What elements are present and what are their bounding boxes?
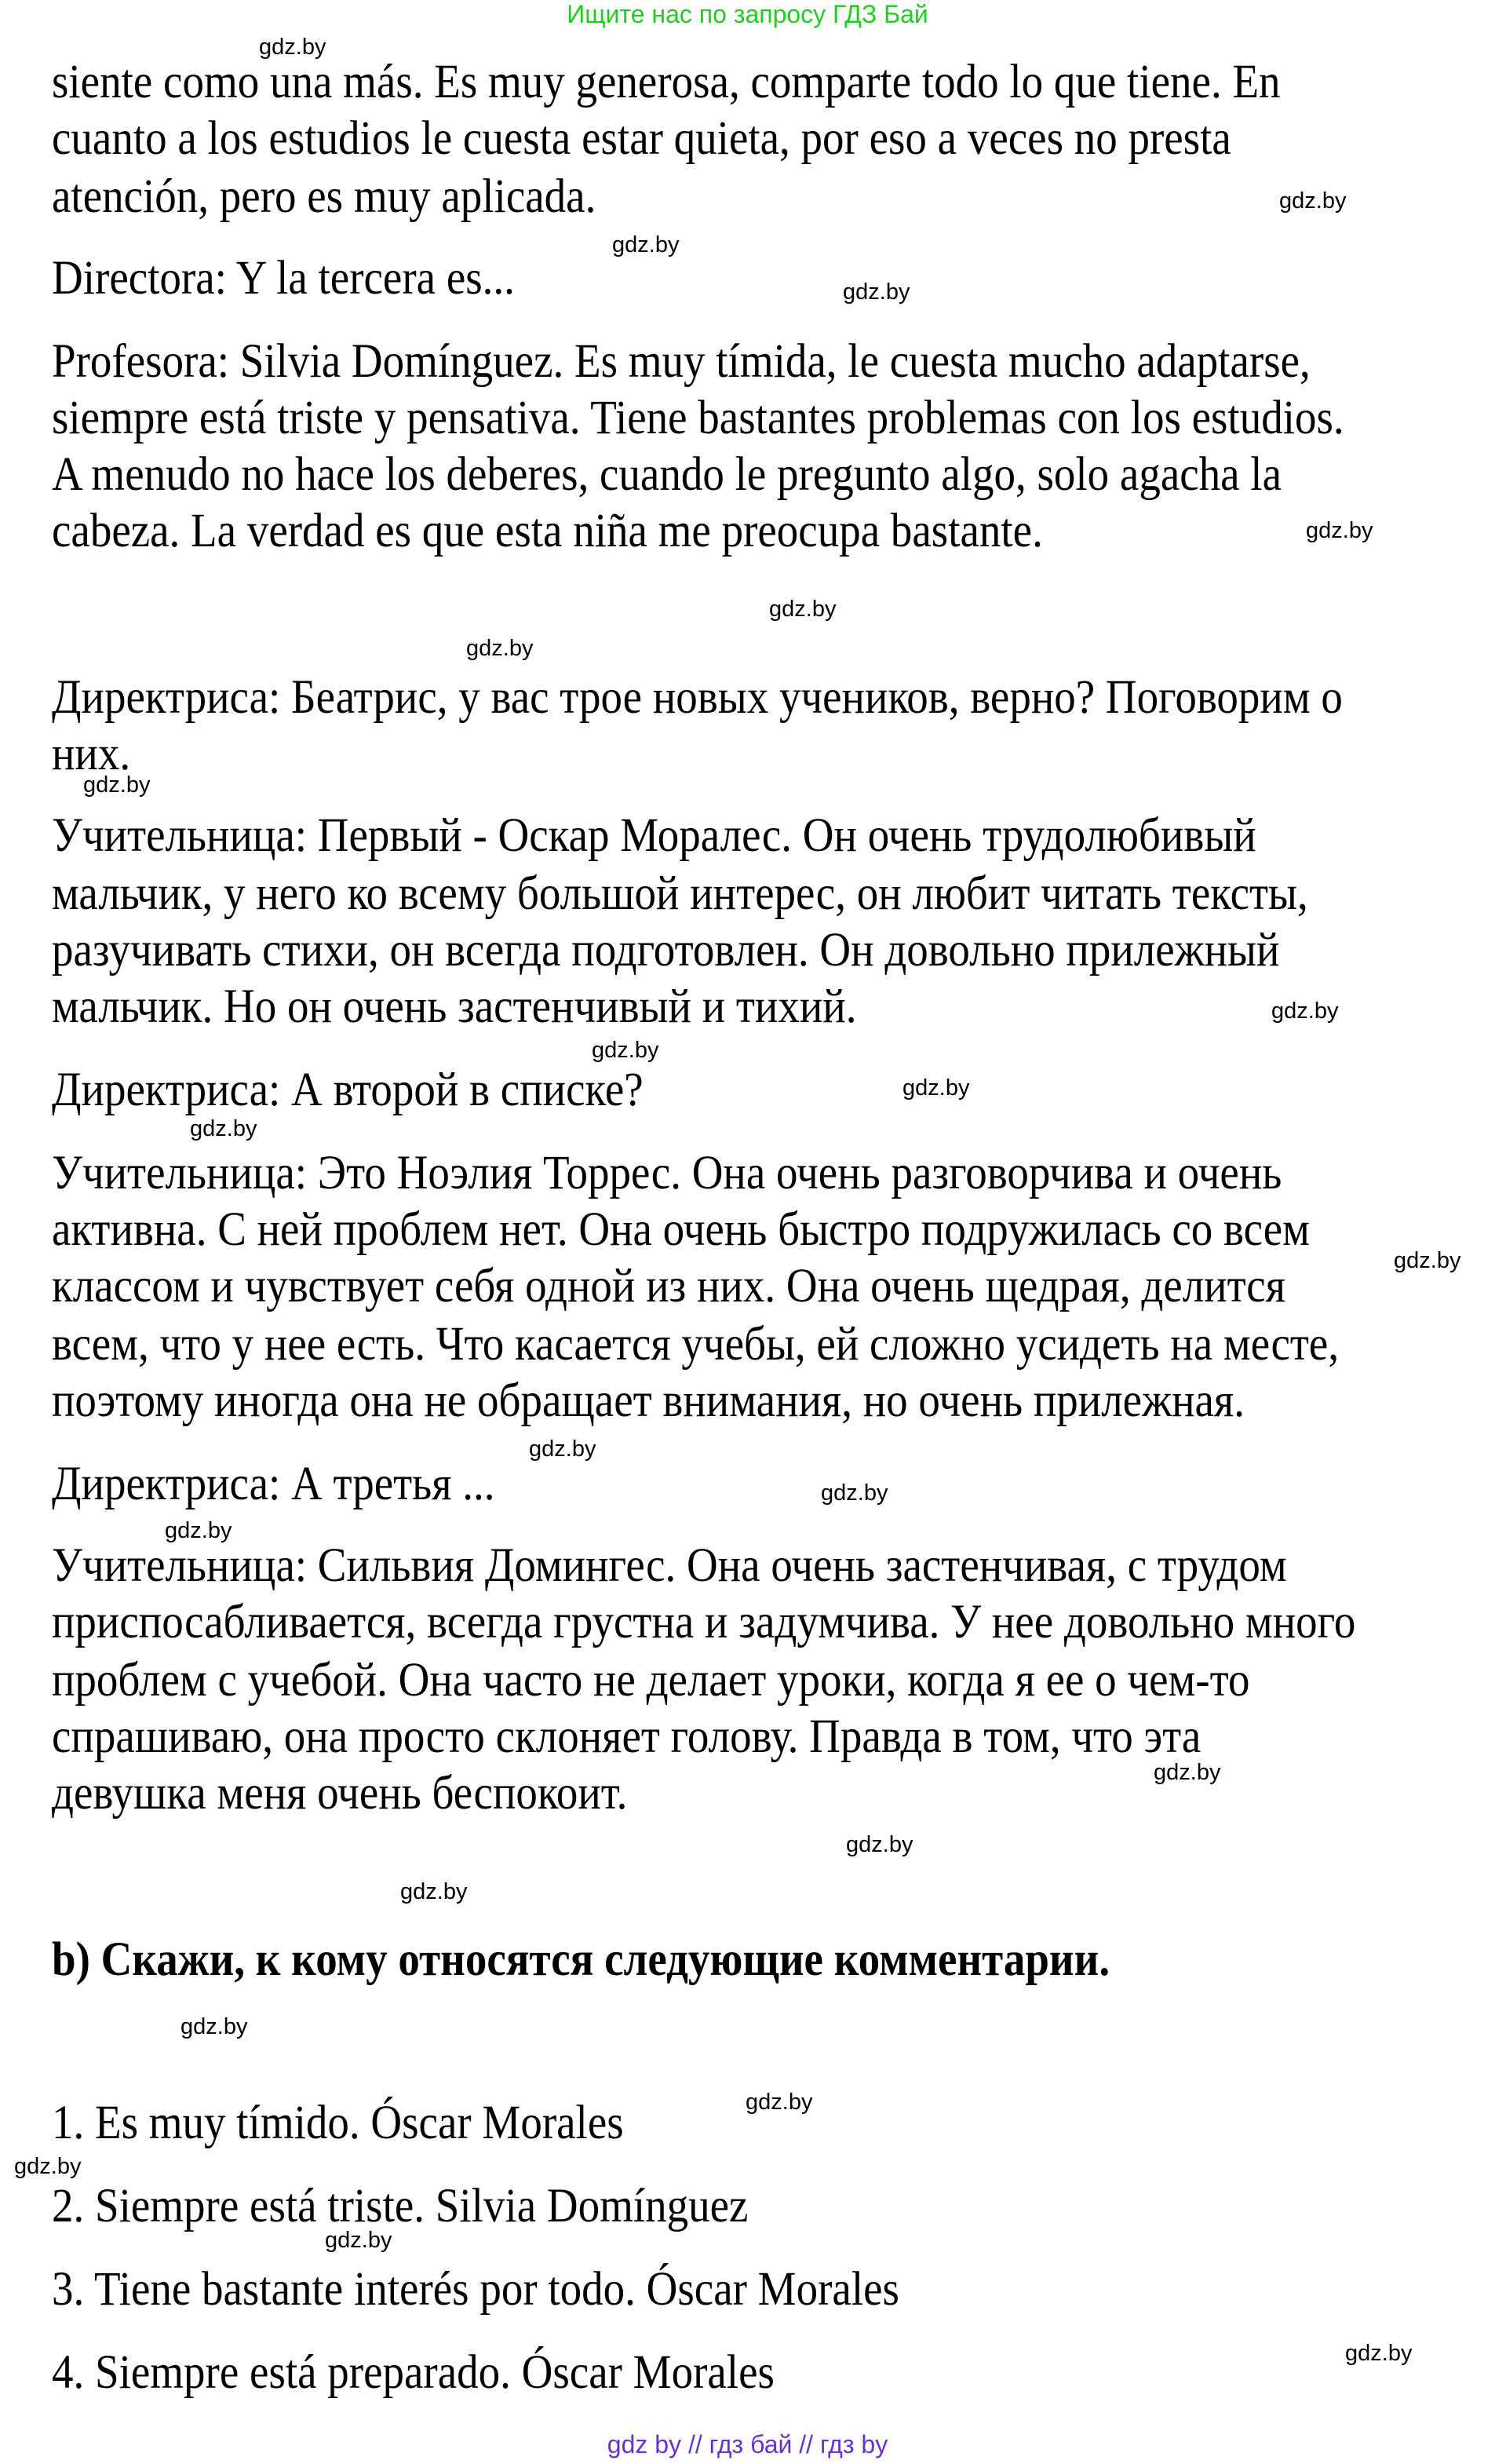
watermark-label: gdz.by [1306, 518, 1373, 543]
dialogue-line: Profesora: Silvia Domínguez. Es muy tímida, le cuesta mucho adaptarse, [52, 334, 1311, 388]
answer-item: 2. Siempre está triste. Silvia Domínguez [52, 2178, 749, 2232]
dialogue-line: siempre está triste y pensativa. Tiene bastantes problemas con los estudios. [52, 390, 1344, 444]
dialogue-line: Директриса: Беатрис, у вас трое новых учеников, верно? Поговорим о [52, 670, 1343, 724]
dialogue-line: Учительница: Это Ноэлия Торрес. Она очень разговорчива и очень [52, 1145, 1282, 1199]
watermark-label: gdz.by [902, 1075, 970, 1101]
watermark-label: gdz.by [1271, 998, 1339, 1024]
watermark-label: gdz.by [259, 35, 326, 60]
dialogue-line: классом и чувствует себя одной из них. Она очень щедрая, делится [52, 1258, 1286, 1312]
dialogue-line: cuanto a los estudios le cuesta estar quieta, por eso a veces no presta [52, 111, 1231, 165]
site-search-banner[interactable]: Ищите нас по запросу ГДЗ Бай [567, 0, 928, 28]
watermark-label: gdz.by [846, 1832, 913, 1857]
watermark-label: gdz.by [165, 1518, 232, 1543]
watermark-label: gdz.by [1154, 1760, 1221, 1785]
watermark-label: gdz.by [746, 2090, 813, 2115]
answer-item: 3. Tiene bastante interés por todo. Óscar Morales [52, 2261, 899, 2316]
watermark-label: gdz.by [325, 2228, 392, 2253]
watermark-label: gdz.by [190, 1116, 257, 1141]
watermark-label: gdz.by [843, 279, 910, 305]
watermark-label: gdz.by [83, 772, 151, 798]
watermark-label: gdz.by [769, 597, 837, 622]
answer-item: 1. Es muy tímido. Óscar Morales [52, 2095, 624, 2149]
task-heading: b) Скажи, к кому относятся следующие комментарии. [52, 1932, 1110, 1986]
watermark-label: gdz.by [466, 636, 534, 661]
dialogue-line: проблем с учебой. Она часто не делает уроки, когда я ее о чем-то [52, 1652, 1250, 1707]
watermark-label: gdz.by [1279, 188, 1347, 214]
dialogue-line: мальчик, у него ко всему большой интерес, он любит читать тексты, [52, 866, 1308, 920]
dialogue-line: cabeza. La verdad es que esta niña me preocupa bastante. [52, 503, 1043, 557]
dialogue-line: atención, pero es muy aplicada. [52, 169, 596, 223]
dialogue-line: спрашиваю, она просто склоняет голову. Правда в том, что эта [52, 1709, 1201, 1763]
dialogue-line: девушка меня очень беспокоит. [52, 1765, 628, 1820]
dialogue-line: разучивать стихи, он всегда подготовлен. Он довольно прилежный [52, 922, 1280, 976]
dialogue-line: поэтому иногда она не обращает внимания, но очень прилежная. [52, 1373, 1245, 1427]
footer-links[interactable]: gdz by // гдз бай // гдз by [607, 2430, 888, 2459]
dialogue-line: Учительница: Сильвия Домингес. Она очень застенчивая, с трудом [52, 1538, 1287, 1592]
watermark-label: gdz.by [180, 2014, 248, 2039]
watermark-label: gdz.by [1394, 1248, 1461, 1273]
dialogue-line: Учительница: Первый - Оскар Моралес. Он очень трудолюбивый [52, 808, 1256, 862]
answer-item: 4. Siempre está preparado. Óscar Morales [52, 2345, 775, 2399]
watermark-label: gdz.by [14, 2154, 82, 2179]
watermark-label: gdz.by [400, 1879, 468, 1904]
watermark-label: gdz.by [1345, 2341, 1413, 2366]
dialogue-line: всем, что у нее есть. Что касается учебы, ей сложно усидеть на месте, [52, 1316, 1340, 1371]
dialogue-line: приспосабливается, всегда грустна и задумчива. У нее довольно много [52, 1594, 1356, 1648]
watermark-label: gdz.by [821, 1480, 888, 1506]
dialogue-line: активна. С ней проблем нет. Она очень быстро подружилась со всем [52, 1202, 1310, 1256]
dialogue-line: Директриса: А третья ... [52, 1456, 495, 1510]
dialogue-line: Directora: Y la tercera es... [52, 250, 515, 305]
dialogue-line: них. [52, 726, 131, 780]
watermark-label: gdz.by [592, 1038, 659, 1063]
dialogue-line: siente como una más. Es muy generosa, comparte todo lo que tiene. En [52, 54, 1281, 108]
watermark-label: gdz.by [612, 232, 680, 257]
dialogue-line: A menudo no hace los deberes, cuando le pregunto algo, solo agacha la [52, 447, 1282, 501]
dialogue-line: Директриса: А второй в списке? [52, 1062, 644, 1116]
dialogue-line: мальчик. Но он очень застенчивый и тихий. [52, 979, 857, 1033]
watermark-label: gdz.by [529, 1436, 596, 1462]
